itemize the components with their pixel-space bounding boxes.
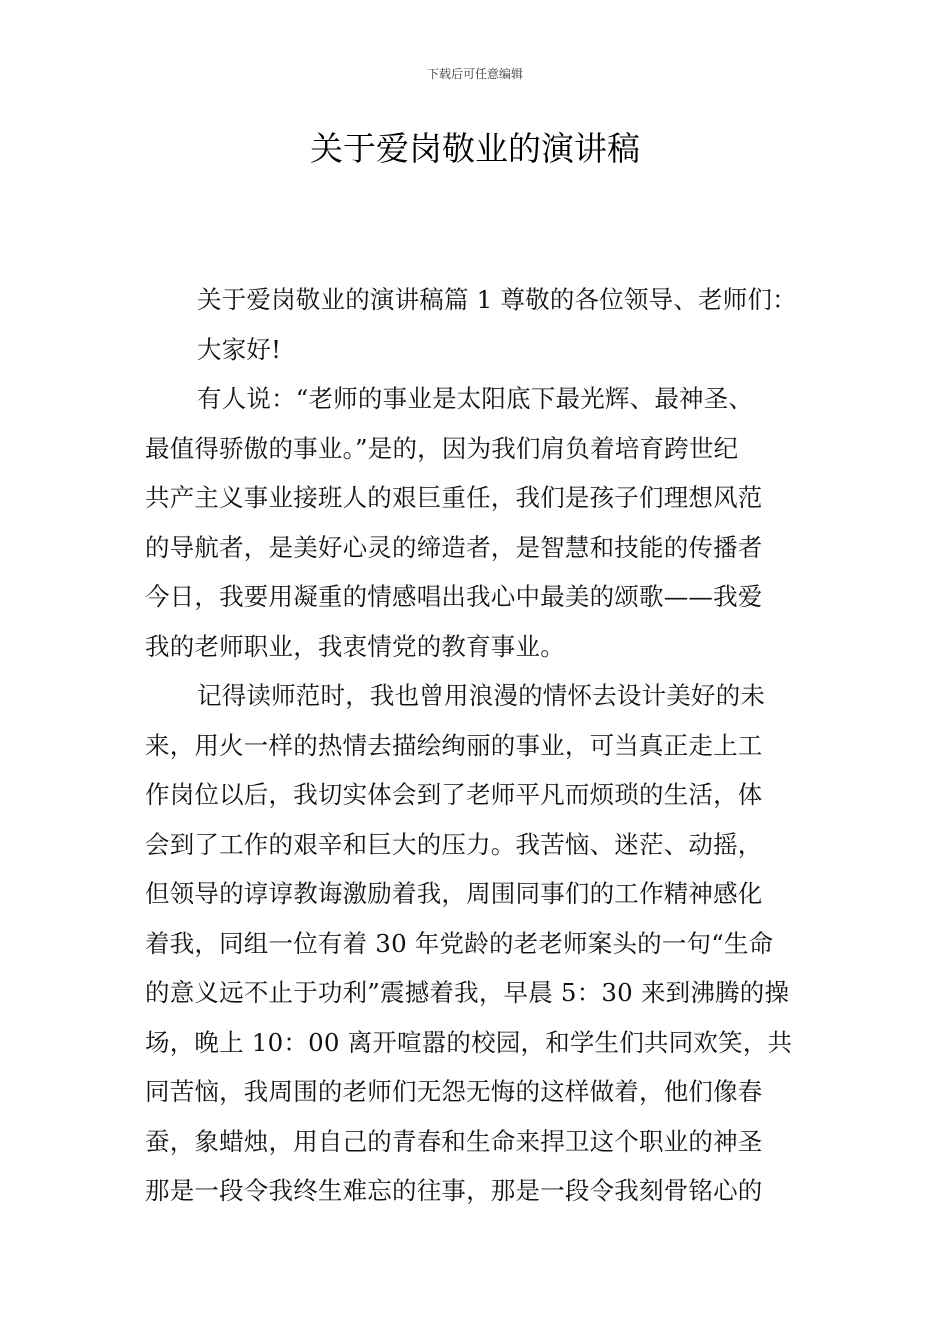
text-line: 最值得骄傲的事业。”是的，因为我们肩负着培育跨世纪 — [145, 433, 739, 463]
text-line: 同苦恼，我周围的老师们无怨无悔的这样做着，他们像春 — [145, 1077, 763, 1106]
text-line: 来，用火一样的热情去描绘绚丽的事业，可当真正走上工 — [145, 730, 763, 760]
text-line: 共产主义事业接班人的艰巨重任，我们是孩子们理想风范 — [145, 483, 763, 512]
text-line: 场，晚上 10：00 离开喧嚣的校园，和学生们共同欢笑，共 — [145, 1027, 793, 1057]
text-line: 蚕，象蜡烛，用自己的青春和生命来捍卫这个职业的神圣 — [145, 1126, 763, 1156]
document-title: 关于爱岗敬业的演讲稿 — [310, 129, 640, 168]
text-line: 但领导的谆谆教诲激励着我，周围同事们的工作精神感化 — [145, 879, 763, 908]
text-line: 会到了工作的艰辛和巨大的压力。我苦恼、迷茫、动摇， — [145, 829, 763, 859]
text-line: 的意义远不止于功利”震撼着我，早晨 5：30 来到沸腾的操 — [145, 978, 790, 1007]
text-line: 今日，我要用凝重的情感唱出我心中最美的颂歌——我爱 — [145, 582, 763, 611]
text-line: 作岗位以后，我切实体会到了老师平凡而烦琐的生活，体 — [145, 780, 763, 809]
text-line: 关于爱岗敬业的演讲稿篇 1 尊敬的各位领导、老师们： — [197, 285, 797, 314]
text-line: 我的老师职业，我衷情党的教育事业。 — [145, 631, 565, 661]
text-line: 大家好! — [197, 334, 282, 364]
text-line: 的导航者，是美好心灵的缔造者，是智慧和技能的传播者 — [145, 532, 763, 562]
text-line: 那是一段令我终生难忘的往事，那是一段令我刻骨铭心的 — [145, 1176, 763, 1205]
header-note: 下载后可任意编辑 — [426, 67, 523, 81]
text-line: 着我，同组一位有着 30 年党龄的老老师案头的一句“生命 — [145, 928, 774, 958]
text-line: 记得读师范时，我也曾用浪漫的情怀去设计美好的未 — [197, 681, 766, 710]
text-line: 有人说：“老师的事业是太阳底下最光辉、最神圣、 — [197, 384, 754, 413]
body-text — [145, 280, 809, 1221]
